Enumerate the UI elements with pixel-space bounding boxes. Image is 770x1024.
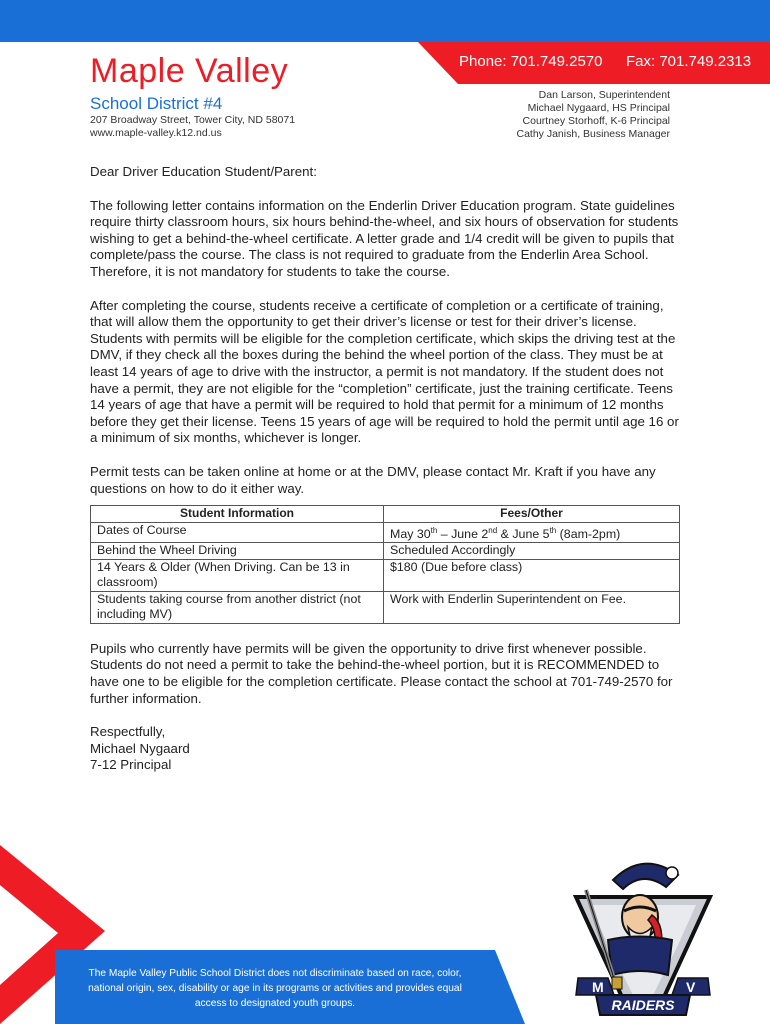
paragraph-certificate: After completing the course, students receive a certificate of completion or a certificate of training, that will allow them the opportunity to get their driver’s license or test for their driver’s license. Students with permits will be eligible for the completion certificate, which skips the driving test at the DMV, if they check all the boxes during the behind the wheel portion of the class. They must be at least 14 years of age to drive with the instructor, a permit is not mandatory. If the student does not have a permit, they are not eligible for the “completion” certificate, just the training certificate. Teens 14 years of age that have a permit will be required to hold that permit for a minimum of 12 months before they get their license. Teens 15 years of age will be required to hold the permit until age 16 or a minimum of six months, whichever is longer. — [90, 297, 679, 446]
staff-k6-principal: Courtney Storhoff, K-6 Principal — [522, 115, 670, 127]
signature-block — [90, 724, 685, 774]
table-cell-fee: $180 (Due before class) — [384, 559, 680, 591]
staff-hs-principal: Michael Nygaard, HS Principal — [527, 102, 670, 114]
logo-letter-m: M — [592, 979, 604, 995]
table-row — [91, 591, 680, 623]
salutation: Dear Driver Education Student/Parent: — [90, 164, 317, 179]
logo-letter-v: V — [686, 979, 696, 995]
course-info-table — [90, 505, 680, 624]
school-name: Maple Valley — [90, 52, 289, 90]
address-block — [90, 114, 295, 140]
header-student-info: Student Information — [91, 506, 384, 523]
table-cell-info: 14 Years & Older (When Driving. Can be 13 in classroom) — [91, 559, 384, 591]
signer-name: Michael Nygaard — [90, 740, 190, 756]
paragraph-program: The following letter contains information on the Enderlin Driver Education program. State guidelines require thirty classroom hours, six hours behind-the-wheel, and six hours of observation for students wishing to get a behind-the-wheel certificate. A letter grade and 1/4 credit will be given to pupils that complete/pass the course. The class is not required to graduate from the Enderlin Area School. Therefore, it is not mandatory for students to take the course. — [90, 197, 679, 279]
district-name: School District #4 — [90, 94, 223, 113]
table-cell-fee: Work with Enderlin Superintendent on Fee. — [384, 591, 680, 623]
raiders-logo — [568, 845, 718, 1020]
dates-label: Dates of Course — [91, 522, 384, 543]
signer-title: 7-12 Principal — [90, 757, 172, 773]
table-cell-info: Students taking course from another district (not including MV) — [91, 591, 384, 623]
staff-superintendent: Dan Larson, Superintendent — [538, 89, 670, 101]
table-row — [91, 559, 680, 591]
website-link[interactable]: www.maple-valley.k12.nd.us — [90, 127, 222, 139]
street-address: 207 Broadway Street, Tower City, ND 58071 — [90, 114, 296, 126]
closing: Respectfully, — [90, 724, 166, 740]
paragraph-permit-tests: Permit tests can be taken online at home or at the DMV, please contact Mr. Kraft if you have any questions on how to do it either way. — [90, 463, 656, 496]
staff-business-manager: Cathy Janish, Business Manager — [516, 128, 670, 140]
table-cell-fee: Scheduled Accordingly — [384, 543, 680, 560]
fax-number: Fax: 701.749.2313 — [626, 53, 752, 70]
logo-raiders-text: RAIDERS — [611, 997, 675, 1013]
letter-body — [90, 164, 685, 774]
nondiscrimination-notice: The Maple Valley Public School District does not discriminate based on race, color, national origin, sex, disability or age in its programs or activities and provides equal access to designated youth groups. — [88, 968, 462, 1009]
dates-value: May 30th – June 2nd & June 5th (8am-2pm) — [384, 522, 680, 543]
header-fees-other: Fees/Other — [384, 506, 680, 523]
phone-number: Phone: 701.749.2570 — [459, 53, 603, 70]
table-row — [91, 543, 680, 560]
staff-list — [517, 89, 671, 141]
paragraph-permits-priority: Pupils who currently have permits will be given the opportunity to drive first whenever possible. Students do not need a permit to take the behind-the-wheel portion, but it is RECOMMENDED to have one to be eligible for the completion certificate. Please contact the school at 701-749-2570 for further information. — [90, 640, 673, 706]
table-header-row — [91, 506, 680, 523]
table-cell-info: Behind the Wheel Driving — [91, 543, 384, 560]
top-blue-bar — [0, 0, 770, 42]
table-row — [91, 522, 680, 543]
